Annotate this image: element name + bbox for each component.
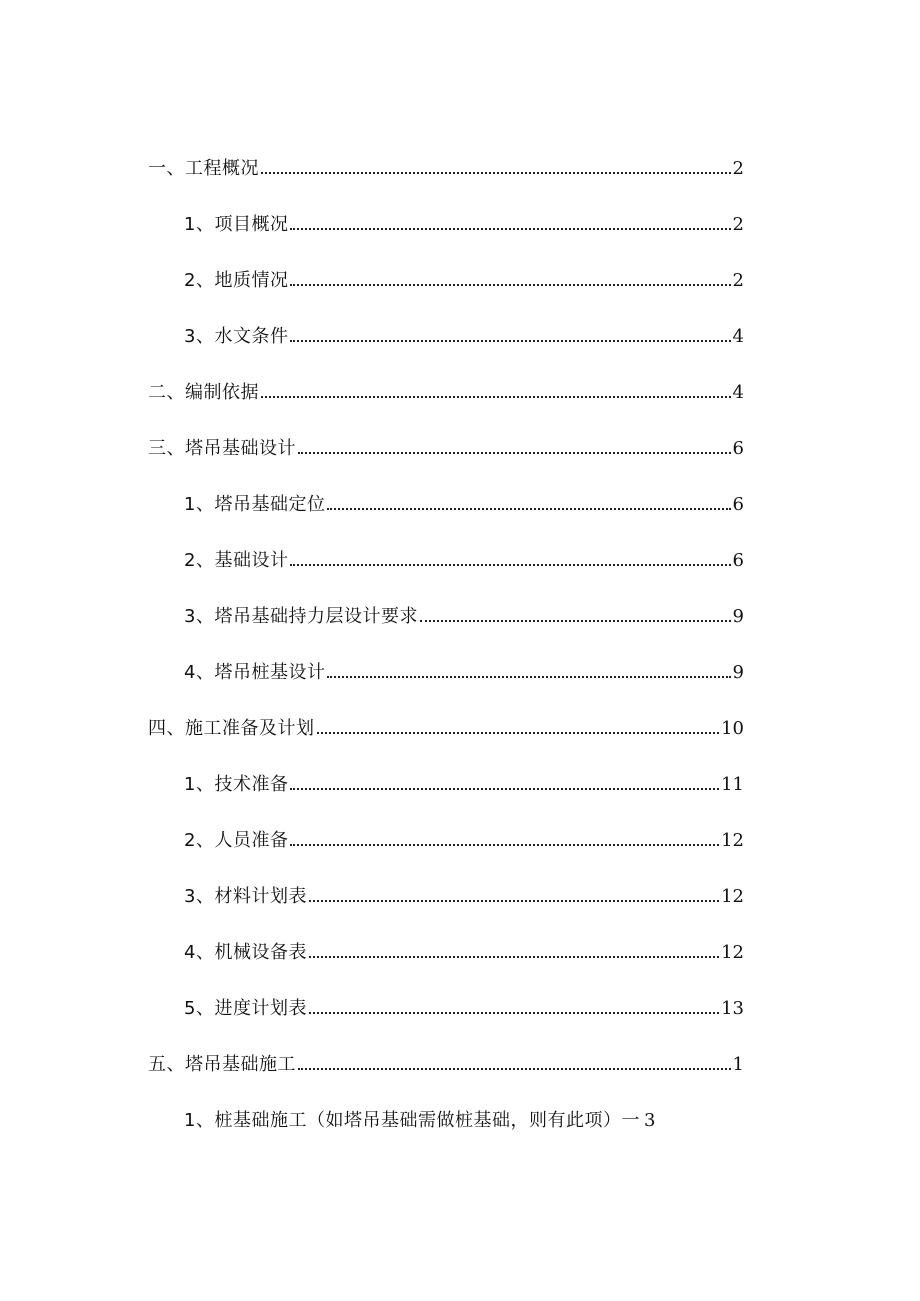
toc-entry-page: 6 [732, 438, 744, 459]
toc-entry-page: 9 [732, 606, 744, 627]
dot-leader [327, 676, 730, 678]
toc-entry-geology[interactable] [184, 262, 744, 292]
toc-entry-equipment-list[interactable] [184, 934, 744, 964]
toc-entry-page: 4 [732, 326, 744, 347]
dot-leader [290, 340, 730, 342]
toc-entry-label: 1、塔吊基础定位 [184, 494, 326, 515]
toc-entry-label: 4、塔吊桩基设计 [184, 662, 326, 683]
toc-entry-page: 2 [732, 270, 744, 291]
dot-leader [290, 564, 730, 566]
toc-entry-compilation-basis[interactable] [148, 374, 744, 404]
dot-leader [327, 508, 730, 510]
toc-entry-label: 3、材料计划表 [184, 886, 307, 907]
toc-entry-foundation-positioning[interactable] [184, 486, 744, 516]
toc-entry-page: 12 [721, 830, 744, 851]
toc-entry-bearing-layer-requirements[interactable] [184, 598, 744, 628]
toc-entry-page: 2 [732, 158, 744, 179]
dot-leader [298, 452, 731, 454]
toc-entry-page: 6 [732, 550, 744, 571]
toc-entry-label: 一、工程概况 [148, 158, 259, 179]
toc-entry-page: 13 [721, 998, 744, 1019]
toc-entry-label: 1、技术准备 [184, 774, 289, 795]
dot-leader [309, 1012, 719, 1014]
toc-entry-label: 4、机械设备表 [184, 942, 307, 963]
toc-entry-page: 3 [643, 1110, 656, 1131]
toc-entry-label: 三、塔吊基础设计 [148, 438, 296, 459]
toc-entry-foundation-design[interactable] [184, 542, 744, 572]
toc-entry-page: 9 [732, 662, 744, 683]
toc-entry-schedule[interactable] [184, 990, 744, 1020]
toc-entry-hydrology[interactable] [184, 318, 744, 348]
toc-entry-label: 二、编制依据 [148, 382, 259, 403]
toc-entry-label: 5、进度计划表 [184, 998, 307, 1019]
toc-entry-label: 3、水文条件 [184, 326, 289, 347]
toc-entry-page: 2 [732, 214, 744, 235]
dot-leader [317, 732, 720, 734]
toc-entry-label: 2、基础设计 [184, 550, 289, 571]
toc-entry-personnel-preparation[interactable] [184, 822, 744, 852]
toc-entry-page: 6 [732, 494, 744, 515]
dot-leader [298, 1068, 731, 1070]
toc-entry-foundation-construction[interactable] [148, 1046, 744, 1076]
toc-entry-page: 11 [721, 774, 744, 795]
toc-entry-preparation-and-plan[interactable] [148, 710, 744, 740]
dot-leader [420, 620, 731, 622]
toc-entry-material-plan[interactable] [184, 878, 744, 908]
toc-entry-project-overview[interactable] [184, 206, 744, 236]
dot-leader [290, 228, 730, 230]
dot-leader [290, 284, 730, 286]
toc-entry-label: 1、桩基础施工（如塔吊基础需做桩基础，则有此项）一 [184, 1110, 640, 1131]
toc-entry-page: 4 [732, 382, 744, 403]
toc-entry-page: 12 [721, 886, 744, 907]
toc-entry-label: 1、项目概况 [184, 214, 289, 235]
dot-leader [261, 172, 731, 174]
toc-entry-label: 四、施工准备及计划 [148, 718, 315, 739]
toc-entry-technical-preparation[interactable] [184, 766, 744, 796]
toc-entry-label: 2、地质情况 [184, 270, 289, 291]
toc-entry-label: 2、人员准备 [184, 830, 289, 851]
dot-leader [309, 900, 719, 902]
toc-entry-engineering-overview[interactable] [148, 150, 744, 180]
dot-leader [290, 844, 719, 846]
toc-entry-page: 1 [732, 1054, 744, 1075]
dot-leader [261, 396, 731, 398]
dot-leader [309, 956, 719, 958]
dot-leader [290, 788, 719, 790]
toc-entry-pile-construction[interactable] [184, 1102, 655, 1132]
toc-entry-page: 12 [721, 942, 744, 963]
toc-entry-crane-foundation-design[interactable] [148, 430, 744, 460]
toc-entry-label: 五、塔吊基础施工 [148, 1054, 296, 1075]
toc-entry-pile-foundation-design[interactable] [184, 654, 744, 684]
toc-entry-label: 3、塔吊基础持力层设计要求 [184, 606, 418, 627]
toc-entry-page: 10 [721, 718, 744, 739]
